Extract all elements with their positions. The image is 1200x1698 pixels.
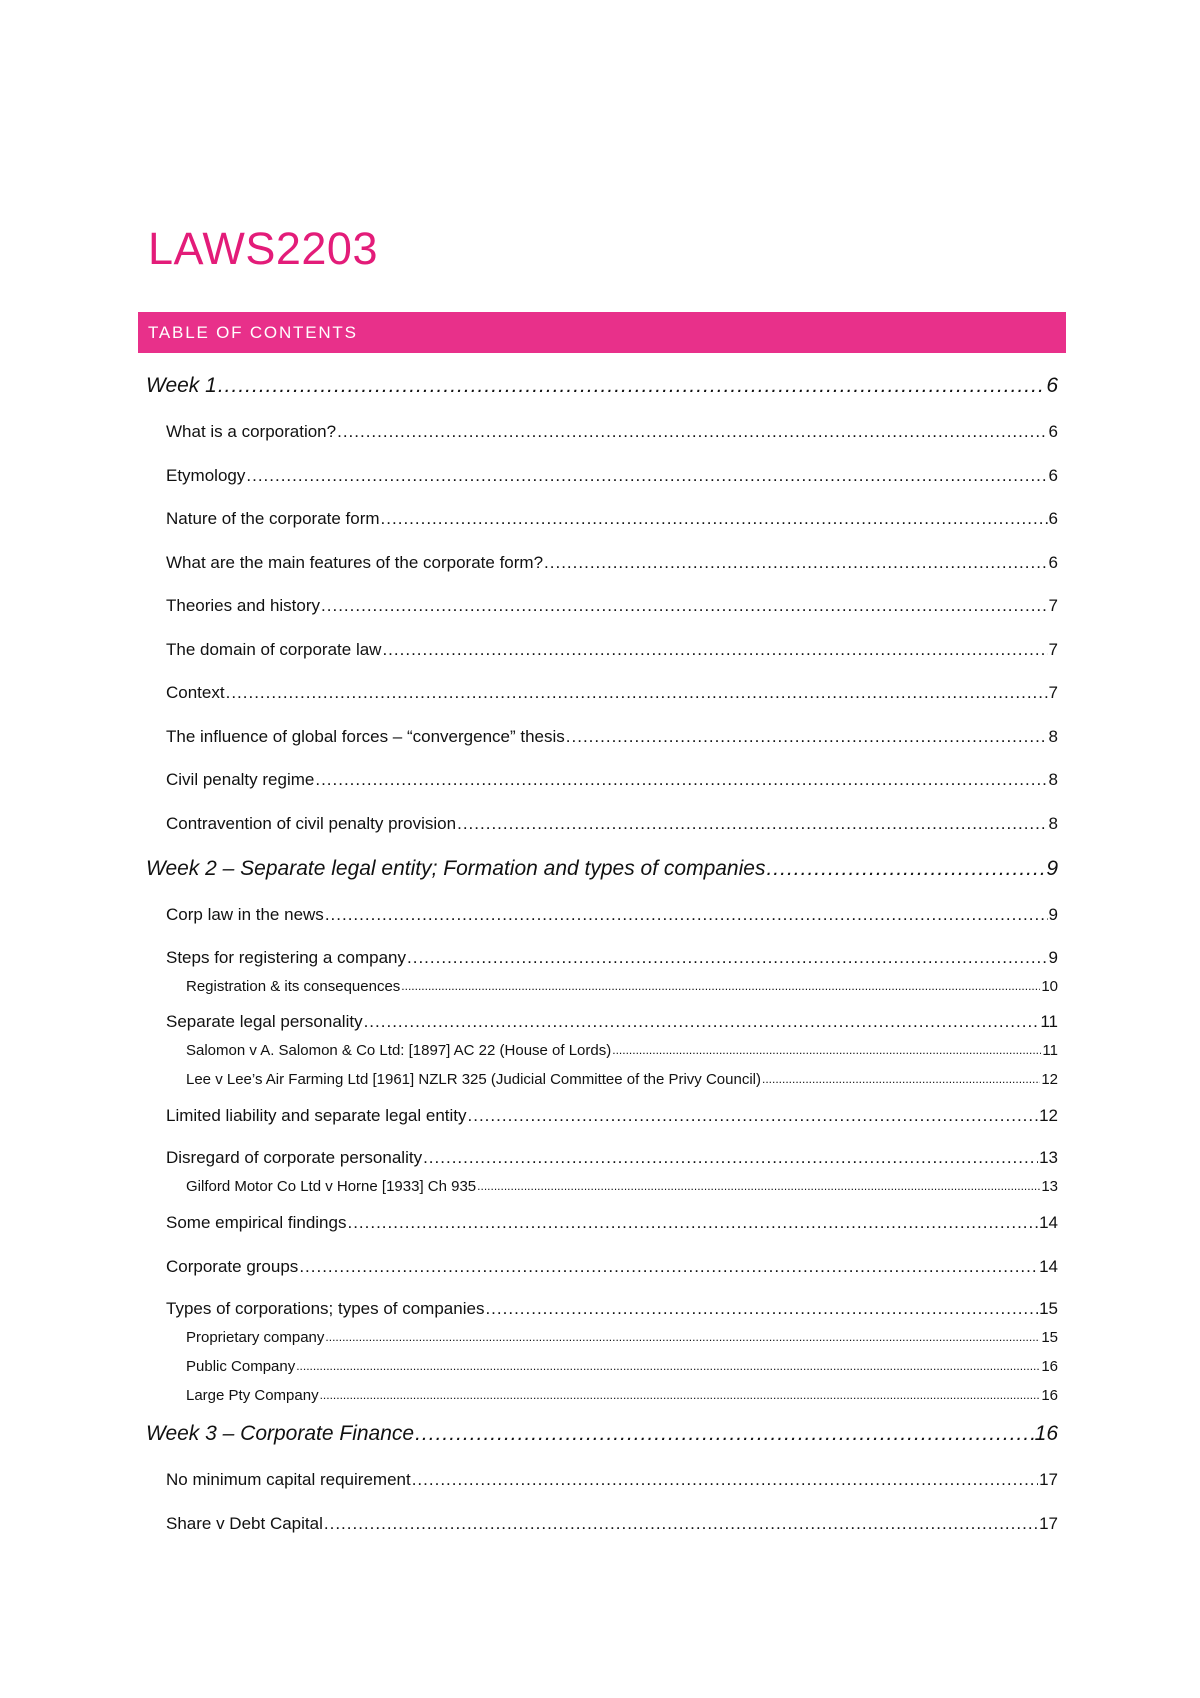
toc-page-number: 9 xyxy=(1046,857,1058,880)
toc-entry-level-1[interactable] xyxy=(146,362,1058,410)
toc-entry-label: Separate legal personality xyxy=(166,1011,363,1031)
toc-page-number: 11 xyxy=(1040,1011,1058,1031)
toc-entry-level-2[interactable] xyxy=(146,802,1058,846)
toc-page-number: 6 xyxy=(1046,374,1058,397)
toc-entry-level-2[interactable] xyxy=(146,541,1058,585)
toc-entry-label: Etymology xyxy=(166,465,246,485)
toc-page-number: 14 xyxy=(1039,1213,1058,1232)
toc-entry-label: Registration & its consequences xyxy=(186,977,401,995)
toc-entry-level-1[interactable] xyxy=(146,845,1058,893)
toc-entry-level-2[interactable] xyxy=(146,410,1058,454)
toc-page-number: 8 xyxy=(1048,726,1058,746)
toc-entry-label: Types of corporations; types of companies xyxy=(166,1299,485,1318)
toc-heading: TABLE OF CONTENTS xyxy=(148,322,358,342)
toc-entry-level-2[interactable] xyxy=(146,671,1058,715)
toc-entry-label: Week 3 – Corporate Finance xyxy=(146,1422,415,1445)
toc-page-number: 9 xyxy=(1048,905,1058,924)
toc-entry-label: Gilford Motor Co Ltd v Horne [1933] Ch 935 xyxy=(186,1178,477,1195)
toc-entry-level-2[interactable] xyxy=(146,584,1058,628)
toc-entry-label: No minimum capital requirement xyxy=(166,1470,411,1489)
toc-dot-leader xyxy=(407,937,1048,972)
toc-entry-level-2[interactable] xyxy=(146,715,1058,759)
toc-page-number: 17 xyxy=(1039,1470,1058,1489)
toc-page-number: 10 xyxy=(1041,977,1058,995)
toc-page-number: 17 xyxy=(1039,1513,1058,1533)
toc-dot-leader xyxy=(226,671,1048,715)
toc-page-number: 6 xyxy=(1048,509,1058,528)
toc-dot-leader xyxy=(381,497,1048,541)
toc-dot-leader xyxy=(364,1001,1040,1036)
table-of-contents xyxy=(146,362,1058,1545)
toc-page-number: 13 xyxy=(1041,1178,1058,1195)
toc-dot-leader xyxy=(320,1381,1041,1410)
toc-dot-leader xyxy=(457,802,1047,846)
toc-page-number: 7 xyxy=(1048,683,1058,702)
toc-page-number: 12 xyxy=(1041,1070,1058,1088)
toc-entry-label: Proprietary company xyxy=(186,1329,325,1346)
toc-page-number: 16 xyxy=(1034,1422,1058,1445)
toc-page-number: 16 xyxy=(1041,1358,1058,1375)
toc-entry-level-3[interactable] xyxy=(146,1065,1058,1094)
toc-dot-leader xyxy=(324,1502,1038,1546)
toc-entry-label: Week 1 xyxy=(146,374,217,397)
toc-entry-label: Contravention of civil penalty provision xyxy=(166,813,457,833)
toc-entry-label: Theories and history xyxy=(166,596,321,615)
toc-page-number: 8 xyxy=(1048,770,1058,789)
toc-dot-leader xyxy=(382,628,1047,672)
toc-entry-level-2[interactable] xyxy=(146,454,1058,498)
toc-entry-label: Week 2 – Separate legal entity; Formation and types of companies xyxy=(146,857,766,880)
toc-dot-leader xyxy=(218,362,1045,410)
toc-dot-leader xyxy=(766,845,1045,893)
toc-page-number: 15 xyxy=(1041,1329,1058,1346)
toc-dot-leader xyxy=(401,972,1040,1001)
toc-entry-label: Lee v Lee’s Air Farming Ltd [1961] NZLR 325 (Judicial Committee of the Privy Council) xyxy=(186,1070,761,1088)
toc-entry-label: Nature of the corporate form xyxy=(166,509,380,528)
toc-entry-level-2[interactable] xyxy=(146,1137,1058,1172)
toc-heading-banner xyxy=(138,312,1066,353)
toc-page-number: 6 xyxy=(1048,422,1058,441)
toc-entry-level-2[interactable] xyxy=(146,758,1058,802)
toc-entry-level-2[interactable] xyxy=(146,1458,1058,1502)
toc-dot-leader xyxy=(337,410,1047,454)
toc-dot-leader xyxy=(544,541,1048,585)
toc-dot-leader xyxy=(468,1094,1039,1138)
toc-entry-label: Public Company xyxy=(186,1358,296,1375)
toc-page-number: 6 xyxy=(1048,552,1058,572)
document-title: LAWS2203 xyxy=(148,223,378,274)
toc-page-number: 11 xyxy=(1042,1041,1058,1059)
toc-dot-leader xyxy=(315,758,1047,802)
toc-dot-leader xyxy=(299,1245,1038,1289)
toc-entry-level-3[interactable] xyxy=(146,1352,1058,1381)
toc-entry-label: The influence of global forces – “convergence” thesis xyxy=(166,726,565,746)
toc-entry-level-2[interactable] xyxy=(146,893,1058,937)
toc-dot-leader xyxy=(296,1352,1040,1381)
toc-entry-label: Disregard of corporate personality xyxy=(166,1148,423,1167)
toc-entry-label: Share v Debt Capital xyxy=(166,1513,323,1533)
toc-entry-level-3[interactable] xyxy=(146,1323,1058,1352)
toc-entry-level-2[interactable] xyxy=(146,1245,1058,1289)
toc-entry-level-2[interactable] xyxy=(146,1094,1058,1138)
toc-page-number: 6 xyxy=(1048,465,1058,485)
toc-entry-level-2[interactable] xyxy=(146,1288,1058,1323)
toc-dot-leader xyxy=(325,1323,1040,1352)
toc-dot-leader xyxy=(762,1065,1040,1094)
toc-dot-leader xyxy=(485,1288,1038,1323)
toc-page-number: 9 xyxy=(1048,947,1058,967)
toc-entry-label: Context xyxy=(166,683,225,702)
toc-entry-level-2[interactable] xyxy=(146,1001,1058,1036)
toc-entry-level-2[interactable] xyxy=(146,937,1058,972)
toc-entry-label: Large Pty Company xyxy=(186,1387,319,1404)
toc-entry-label: Salomon v A. Salomon & Co Ltd: [1897] AC 22 (House of Lords) xyxy=(186,1041,612,1059)
toc-page-number: 16 xyxy=(1041,1387,1058,1404)
toc-entry-level-2[interactable] xyxy=(146,628,1058,672)
toc-dot-leader xyxy=(566,715,1048,759)
toc-page-number: 13 xyxy=(1039,1148,1058,1167)
toc-page-number: 7 xyxy=(1048,639,1058,659)
toc-entry-level-3[interactable] xyxy=(146,972,1058,1001)
toc-dot-leader xyxy=(347,1201,1038,1245)
toc-entry-level-2[interactable] xyxy=(146,497,1058,541)
toc-entry-label: Steps for registering a company xyxy=(166,947,407,967)
toc-entry-level-2[interactable] xyxy=(146,1201,1058,1245)
toc-entry-label: The domain of corporate law xyxy=(166,639,382,659)
toc-page-number: 8 xyxy=(1048,813,1058,833)
toc-entry-level-3[interactable] xyxy=(146,1036,1058,1065)
toc-dot-leader xyxy=(477,1172,1040,1201)
toc-entry-label: Civil penalty regime xyxy=(166,770,315,789)
toc-entry-label: What is a corporation? xyxy=(166,422,337,441)
toc-dot-leader xyxy=(321,584,1048,628)
toc-entry-level-2[interactable] xyxy=(146,1502,1058,1546)
toc-dot-leader xyxy=(423,1137,1038,1172)
toc-dot-leader xyxy=(412,1458,1038,1502)
toc-page-number: 14 xyxy=(1039,1256,1058,1276)
toc-entry-label: Corporate groups xyxy=(166,1256,299,1276)
toc-dot-leader xyxy=(612,1036,1041,1065)
toc-page-number: 15 xyxy=(1039,1299,1058,1318)
toc-entry-label: What are the main features of the corporate form? xyxy=(166,552,544,572)
toc-entry-label: Limited liability and separate legal entity xyxy=(166,1105,467,1125)
toc-dot-leader xyxy=(415,1410,1034,1458)
toc-entry-label: Some empirical findings xyxy=(166,1213,347,1232)
toc-dot-leader xyxy=(325,893,1048,937)
toc-entry-level-3[interactable] xyxy=(146,1381,1058,1410)
toc-entry-level-3[interactable] xyxy=(146,1172,1058,1201)
toc-dot-leader xyxy=(246,454,1047,498)
toc-page-number: 12 xyxy=(1039,1105,1058,1125)
toc-page-number: 7 xyxy=(1048,596,1058,615)
toc-entry-label: Corp law in the news xyxy=(166,905,324,924)
toc-entry-level-1[interactable] xyxy=(146,1410,1058,1458)
